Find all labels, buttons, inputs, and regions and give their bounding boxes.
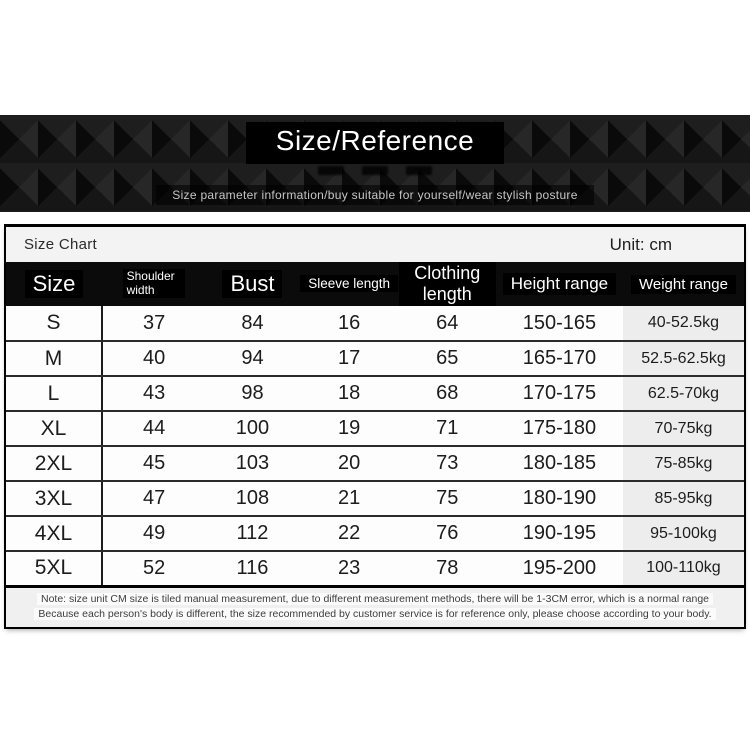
shoulder-cell: 47 [102, 481, 205, 516]
panel-title: Size Chart [24, 236, 98, 253]
size-cell: 5XL [6, 551, 102, 586]
size-cell: 4XL [6, 516, 102, 551]
bust-cell: 112 [205, 516, 299, 551]
sleeve-cell: 21 [300, 481, 399, 516]
note-line-2: Because each person's body is different, the size recommended by customer service is for reference only, please choose according to your body. [12, 607, 738, 622]
size-cell: L [6, 376, 102, 411]
size-cell: XL [6, 411, 102, 446]
sleeve-cell: 20 [300, 446, 399, 481]
shoulder-cell: 49 [102, 516, 205, 551]
bust-cell: 100 [205, 411, 299, 446]
table-row [6, 446, 744, 481]
clothing-cell: 71 [399, 411, 496, 446]
panel-titlebar [6, 227, 744, 262]
sleeve-cell: 23 [300, 551, 399, 586]
weight-cell: 70-75kg [623, 411, 744, 446]
clothing-cell: 68 [399, 376, 496, 411]
bust-cell: 108 [205, 481, 299, 516]
weight-cell: 85-95kg [623, 481, 744, 516]
note-row [6, 586, 744, 627]
bust-cell: 103 [205, 446, 299, 481]
note-cell [6, 586, 744, 627]
banner-subtitle: Size parameter information/buy suitable for yourself/wear stylish posture [156, 185, 593, 205]
size-cell: M [6, 341, 102, 376]
shoulder-cell: 45 [102, 446, 205, 481]
unit-label: Unit: cm [609, 234, 672, 254]
table-row [6, 551, 744, 586]
column-header-weight-range: Weight range [623, 262, 744, 306]
banner [0, 115, 750, 212]
weight-cell: 100-110kg [623, 551, 744, 586]
clothing-cell: 75 [399, 481, 496, 516]
clothing-cell: 64 [399, 306, 496, 341]
height-cell: 190-195 [496, 516, 623, 551]
height-cell: 165-170 [496, 341, 623, 376]
bust-cell: 84 [205, 306, 299, 341]
size-cell: S [6, 306, 102, 341]
weight-cell: 40-52.5kg [623, 306, 744, 341]
bust-cell: 94 [205, 341, 299, 376]
sleeve-cell: 18 [300, 376, 399, 411]
table-row [6, 411, 744, 446]
height-cell: 180-185 [496, 446, 623, 481]
clothing-cell: 65 [399, 341, 496, 376]
height-cell: 195-200 [496, 551, 623, 586]
clothing-cell: 76 [399, 516, 496, 551]
shoulder-cell: 52 [102, 551, 205, 586]
size-cell: 3XL [6, 481, 102, 516]
clothing-cell: 73 [399, 446, 496, 481]
clothing-cell: 78 [399, 551, 496, 586]
sleeve-cell: 17 [300, 341, 399, 376]
size-table [6, 262, 744, 627]
table-row [6, 341, 744, 376]
weight-cell: 62.5-70kg [623, 376, 744, 411]
table-row [6, 516, 744, 551]
height-cell: 180-190 [496, 481, 623, 516]
weight-cell: 75-85kg [623, 446, 744, 481]
column-header-size: Size [6, 262, 102, 306]
table-row [6, 306, 744, 341]
column-header-height-range: Height range [496, 262, 623, 306]
banner-smudge-marks [318, 166, 432, 176]
table-row [6, 481, 744, 516]
column-header-shoulder-width: Shoulder width [102, 262, 205, 306]
banner-title: Size/Reference [246, 122, 504, 164]
bust-cell: 116 [205, 551, 299, 586]
note-line-1: Note: size unit CM size is tiled manual measurement, due to different measurement methods, there will be 1-3CM error, which is a normal range [12, 592, 738, 607]
size-chart-panel [4, 224, 746, 629]
table-row [6, 376, 744, 411]
table-header-row [6, 262, 744, 306]
height-cell: 175-180 [496, 411, 623, 446]
sleeve-cell: 19 [300, 411, 399, 446]
weight-cell: 95-100kg [623, 516, 744, 551]
shoulder-cell: 43 [102, 376, 205, 411]
weight-cell: 52.5-62.5kg [623, 341, 744, 376]
shoulder-cell: 44 [102, 411, 205, 446]
shoulder-cell: 37 [102, 306, 205, 341]
bust-cell: 98 [205, 376, 299, 411]
shoulder-cell: 40 [102, 341, 205, 376]
sleeve-cell: 16 [300, 306, 399, 341]
height-cell: 170-175 [496, 376, 623, 411]
size-cell: 2XL [6, 446, 102, 481]
height-cell: 150-165 [496, 306, 623, 341]
column-header-sleeve-length: Sleeve length [300, 262, 399, 306]
column-header-clothing-length: Clothing length [399, 262, 496, 306]
sleeve-cell: 22 [300, 516, 399, 551]
column-header-bust: Bust [205, 262, 299, 306]
